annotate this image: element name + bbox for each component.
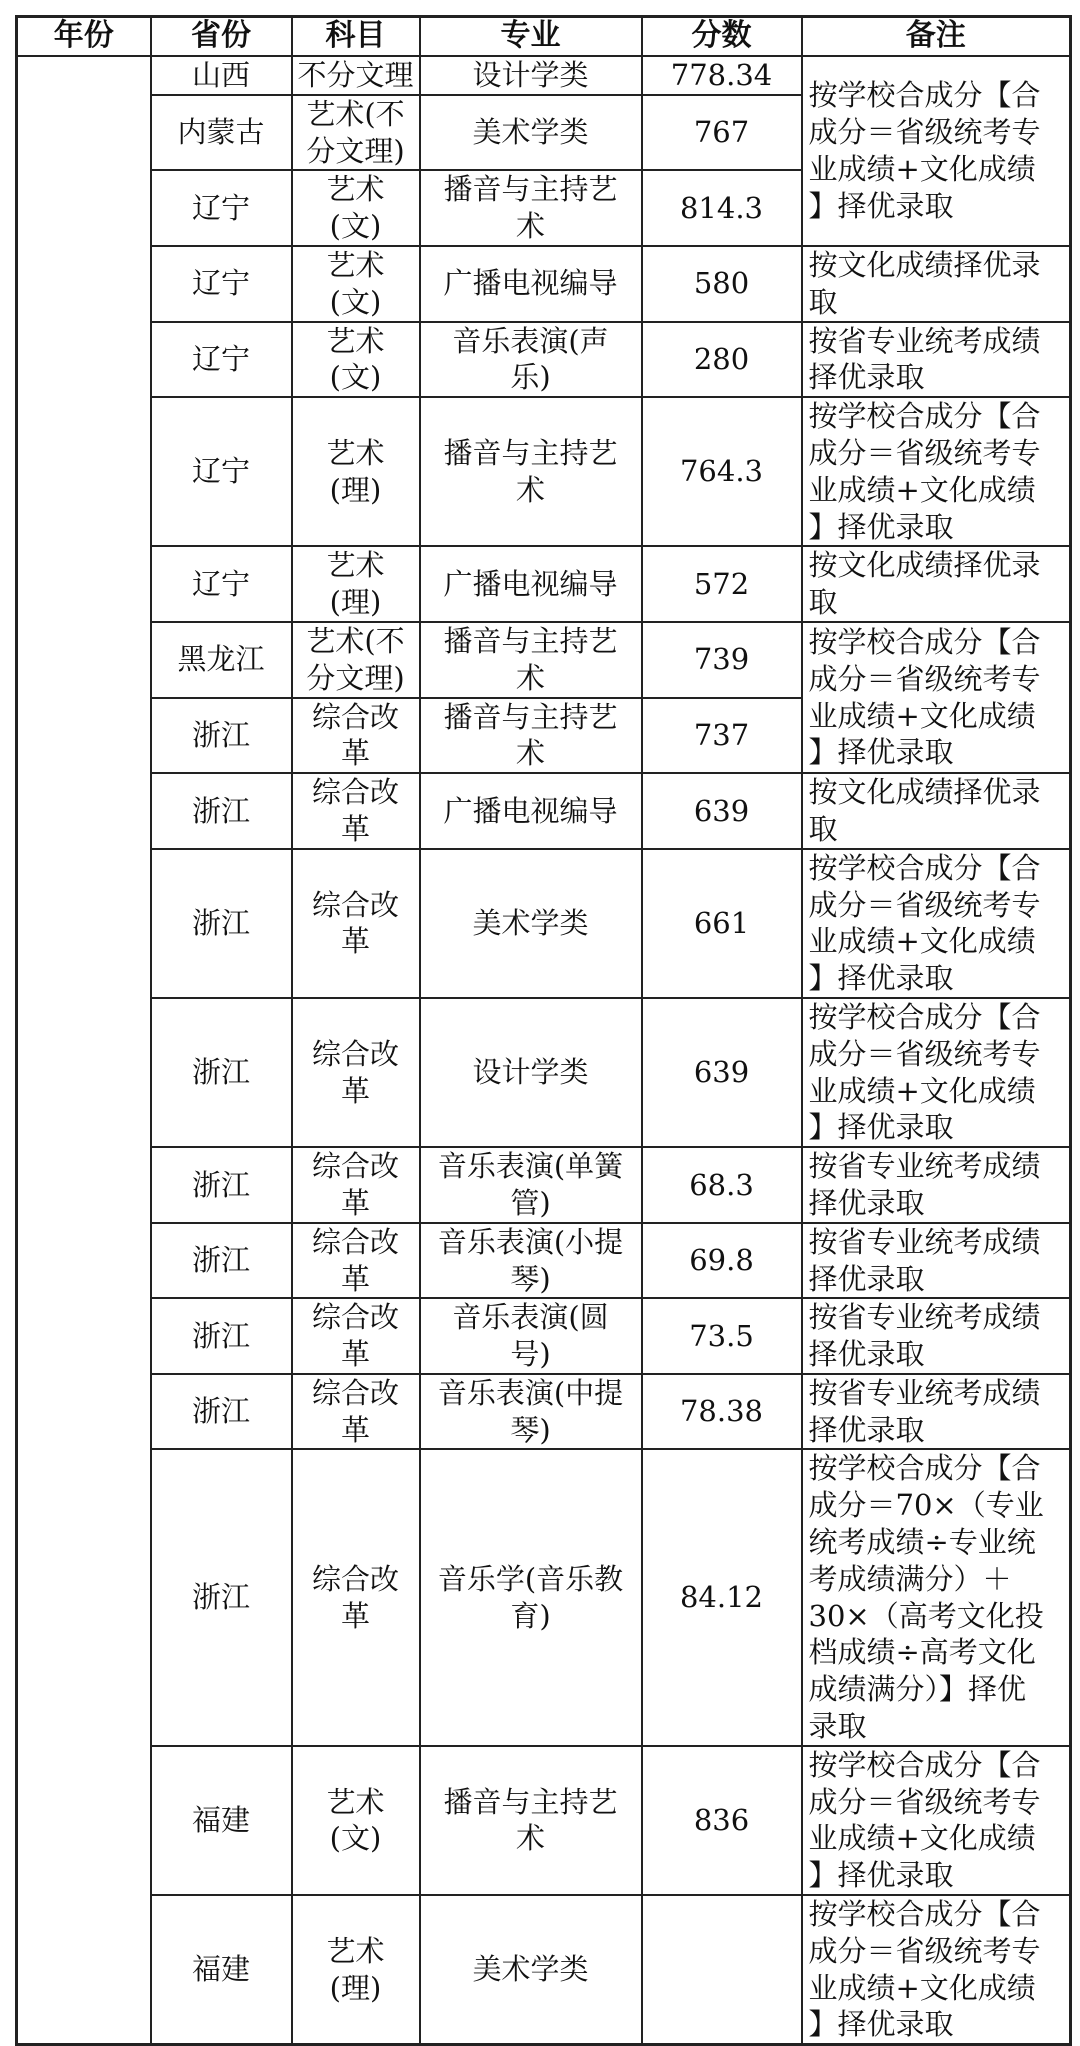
subject-cell: 艺术(不 分文理)	[292, 95, 420, 171]
province-cell: 浙江	[151, 998, 292, 1147]
province-cell: 黑龙江	[151, 622, 292, 698]
table-row	[17, 1298, 1071, 1374]
table-row	[17, 246, 1071, 322]
year-cell	[17, 56, 151, 2045]
table-row	[17, 998, 1071, 1147]
subject-cell: 综合改 革	[292, 849, 420, 998]
table-row	[17, 1147, 1071, 1223]
province-cell: 福建	[151, 1895, 292, 2045]
remark-cell: 按文化成绩择优录 取	[802, 246, 1071, 322]
major-cell: 美术学类	[420, 95, 642, 171]
province-cell: 浙江	[151, 698, 292, 774]
table-row	[17, 1223, 1071, 1299]
header-year: 年份	[17, 17, 151, 57]
subject-cell: 综合改 革	[292, 998, 420, 1147]
table-row	[17, 1449, 1071, 1745]
subject-cell: 艺术 (理)	[292, 546, 420, 622]
remark-cell: 按学校合成分【合 成分＝省级统考专 业成绩+文化成绩 】择优录取	[802, 397, 1071, 546]
score-cell: 767	[642, 95, 802, 171]
major-cell: 广播电视编导	[420, 246, 642, 322]
header-remark: 备注	[802, 17, 1071, 57]
remark-cell: 按学校合成分【合 成分＝省级统考专 业成绩+文化成绩 】择优录取	[802, 998, 1071, 1147]
province-cell: 福建	[151, 1746, 292, 1895]
table-header-row	[17, 17, 1071, 57]
subject-cell: 综合改 革	[292, 1223, 420, 1299]
subject-cell: 综合改 革	[292, 1374, 420, 1450]
header-score: 分数	[642, 17, 802, 57]
subject-cell: 不分文理	[292, 56, 420, 95]
score-cell: 639	[642, 773, 802, 849]
remark-cell: 按学校合成分【合 成分＝省级统考专 业成绩+文化成绩 】择优录取	[802, 1746, 1071, 1895]
subject-cell: 综合改 革	[292, 773, 420, 849]
subject-cell: 艺术 (文)	[292, 170, 420, 246]
score-cell: 280	[642, 322, 802, 398]
score-cell: 737	[642, 698, 802, 774]
score-cell: 814.3	[642, 170, 802, 246]
table-row	[17, 56, 1071, 95]
major-cell: 音乐表演(声 乐)	[420, 322, 642, 398]
province-cell: 浙江	[151, 849, 292, 998]
province-cell: 浙江	[151, 773, 292, 849]
score-cell: 836	[642, 1746, 802, 1895]
major-cell: 播音与主持艺 术	[420, 1746, 642, 1895]
province-cell: 辽宁	[151, 397, 292, 546]
score-cell: 639	[642, 998, 802, 1147]
score-cell: 580	[642, 246, 802, 322]
score-cell: 778.34	[642, 56, 802, 95]
major-cell: 音乐学(音乐教 育)	[420, 1449, 642, 1745]
major-cell: 音乐表演(单簧 管)	[420, 1147, 642, 1223]
score-cell: 78.38	[642, 1374, 802, 1450]
subject-cell: 艺术(不 分文理)	[292, 622, 420, 698]
remark-cell: 按省专业统考成绩 择优录取	[802, 322, 1071, 398]
major-cell: 设计学类	[420, 998, 642, 1147]
remark-cell: 按省专业统考成绩 择优录取	[802, 1147, 1071, 1223]
province-cell: 辽宁	[151, 546, 292, 622]
remark-cell: 按省专业统考成绩 择优录取	[802, 1374, 1071, 1450]
province-cell: 内蒙古	[151, 95, 292, 171]
remark-cell: 按学校合成分【合 成分＝省级统考专 业成绩+文化成绩 】择优录取	[802, 849, 1071, 998]
remark-cell: 按学校合成分【合 成分＝省级统考专 业成绩+文化成绩 】择优录取	[802, 622, 1071, 773]
remark-cell: 按学校合成分【合 成分＝省级统考专 业成绩+文化成绩 】择优录取	[802, 56, 1071, 246]
province-cell: 辽宁	[151, 246, 292, 322]
table-row	[17, 546, 1071, 622]
province-cell: 浙江	[151, 1449, 292, 1745]
score-cell: 661	[642, 849, 802, 998]
table-row	[17, 397, 1071, 546]
table-row	[17, 849, 1071, 998]
major-cell: 音乐表演(圆 号)	[420, 1298, 642, 1374]
major-cell: 播音与主持艺 术	[420, 622, 642, 698]
score-cell: 73.5	[642, 1298, 802, 1374]
province-cell: 辽宁	[151, 322, 292, 398]
table-row	[17, 622, 1071, 698]
major-cell: 音乐表演(小提 琴)	[420, 1223, 642, 1299]
table-row	[17, 322, 1071, 398]
header-major: 专业	[420, 17, 642, 57]
score-cell: 84.12	[642, 1449, 802, 1745]
remark-cell: 按省专业统考成绩 择优录取	[802, 1223, 1071, 1299]
table-row	[17, 1895, 1071, 2045]
score-cell: 764.3	[642, 397, 802, 546]
score-cell: 739	[642, 622, 802, 698]
header-subject: 科目	[292, 17, 420, 57]
remark-cell: 按文化成绩择优录 取	[802, 546, 1071, 622]
subject-cell: 综合改 革	[292, 1449, 420, 1745]
remark-cell: 按省专业统考成绩 择优录取	[802, 1298, 1071, 1374]
subject-cell: 综合改 革	[292, 1298, 420, 1374]
subject-cell: 艺术 (理)	[292, 397, 420, 546]
major-cell: 设计学类	[420, 56, 642, 95]
province-cell: 浙江	[151, 1374, 292, 1450]
subject-cell: 综合改 革	[292, 1147, 420, 1223]
major-cell: 播音与主持艺 术	[420, 397, 642, 546]
subject-cell: 艺术 (文)	[292, 322, 420, 398]
major-cell: 美术学类	[420, 849, 642, 998]
remark-cell: 按文化成绩择优录 取	[802, 773, 1071, 849]
major-cell: 美术学类	[420, 1895, 642, 2045]
remark-cell: 按学校合成分【合 成分＝省级统考专 业成绩+文化成绩 】择优录取	[802, 1895, 1071, 2045]
header-province: 省份	[151, 17, 292, 57]
province-cell: 山西	[151, 56, 292, 95]
province-cell: 浙江	[151, 1147, 292, 1223]
province-cell: 浙江	[151, 1223, 292, 1299]
score-cell	[642, 1895, 802, 2045]
province-cell: 浙江	[151, 1298, 292, 1374]
score-cell: 572	[642, 546, 802, 622]
major-cell: 播音与主持艺 术	[420, 698, 642, 774]
province-cell: 辽宁	[151, 170, 292, 246]
admission-score-table	[15, 15, 1072, 2046]
remark-cell: 按学校合成分【合 成分＝70×（专业 统考成绩÷专业统 考成绩满分）＋ 30×（高考文化投 档成绩÷高考文化 成绩满分）】择优 录取	[802, 1449, 1071, 1745]
score-cell: 69.8	[642, 1223, 802, 1299]
table-row	[17, 1374, 1071, 1450]
major-cell: 广播电视编导	[420, 773, 642, 849]
subject-cell: 艺术 (文)	[292, 246, 420, 322]
table-row	[17, 773, 1071, 849]
major-cell: 播音与主持艺 术	[420, 170, 642, 246]
major-cell: 音乐表演(中提 琴)	[420, 1374, 642, 1450]
score-cell: 68.3	[642, 1147, 802, 1223]
subject-cell: 综合改 革	[292, 698, 420, 774]
subject-cell: 艺术 (文)	[292, 1746, 420, 1895]
subject-cell: 艺术 (理)	[292, 1895, 420, 2045]
table-row	[17, 1746, 1071, 1895]
major-cell: 广播电视编导	[420, 546, 642, 622]
